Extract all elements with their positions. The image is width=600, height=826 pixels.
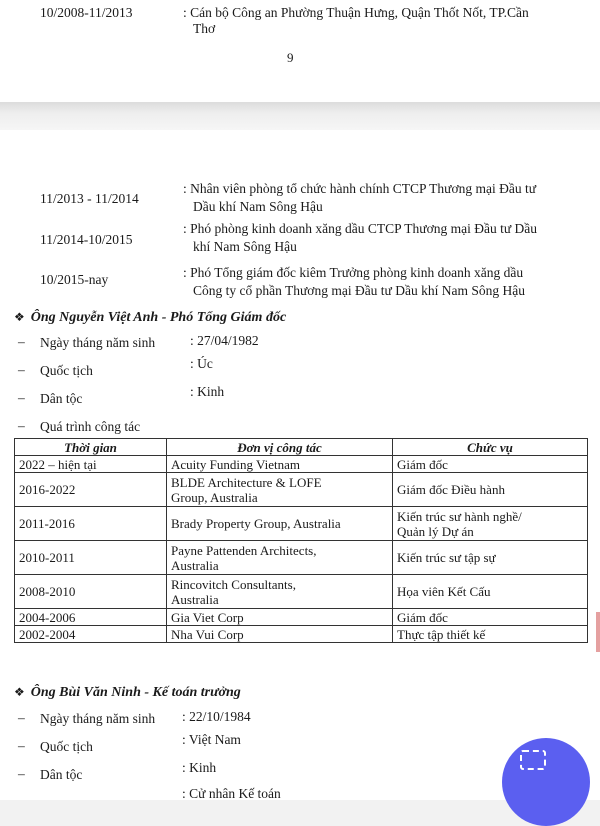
prev-desc-line1: : Cán bộ Công an Phường Thuận Hưng, Quận Thốt Nốt, TP.Cần	[183, 5, 529, 20]
cell-unit	[167, 507, 393, 541]
dash-bullet: –	[18, 334, 25, 349]
dash-bullet: –	[18, 766, 25, 781]
nationality-label: Quốc tịch	[40, 739, 93, 754]
cell-time: 2022 – hiện tại	[15, 456, 167, 473]
edge-mark	[596, 612, 600, 652]
career-table	[14, 438, 588, 643]
scan-fab-button[interactable]	[502, 738, 590, 826]
cell-unit	[167, 626, 393, 643]
diamond-bullet-icon: ❖	[14, 685, 25, 699]
cell-unit	[167, 456, 393, 473]
cell-time: 2011-2016	[15, 507, 167, 541]
career-desc-line1: : Phó Tổng giám đốc kiêm Trưởng phòng kinh doanh xăng dầu	[183, 265, 524, 280]
dash-bullet: –	[18, 418, 25, 433]
dash-bullet: –	[18, 710, 25, 725]
cell-position	[393, 541, 588, 575]
cell-time: 2002-2004	[15, 626, 167, 643]
cell-time: 2016-2022	[15, 473, 167, 507]
cell-position-line: Giám đốc	[397, 456, 448, 472]
cell-position-line: Giám đốc Điều hành	[397, 482, 505, 497]
cell-unit-line: Australia	[171, 557, 219, 573]
table-header-row	[15, 439, 588, 456]
person1-heading-text: Ông Nguyễn Việt Anh - Phó Tổng Giám đốc	[30, 310, 287, 325]
dob-label: Ngày tháng năm sinh	[40, 335, 156, 350]
header-position: Chức vụ	[393, 439, 588, 456]
person1-heading	[14, 309, 286, 326]
dash-bullet: –	[18, 390, 25, 405]
cell-unit-line: Gia Viet Corp	[171, 609, 244, 625]
career-period: 10/2015-nay	[40, 272, 109, 287]
dash-bullet: –	[18, 738, 25, 753]
cell-unit-line: Acuity Funding Vietnam	[171, 456, 300, 472]
dob-value: : 22/10/1984	[182, 709, 251, 724]
cell-unit-line: BLDE Architecture & LOFE	[171, 474, 322, 490]
nationality-value: : Úc	[190, 356, 213, 371]
cell-position-line: Giám đốc	[397, 609, 448, 625]
ethnicity-value: : Kinh	[190, 384, 225, 399]
cell-unit-line: Rincovitch Consultants,	[171, 576, 296, 592]
career-period: 11/2013 - 11/2014	[40, 191, 139, 206]
cell-unit-line: Group, Australia	[171, 489, 258, 505]
screenshot-scan-icon	[520, 750, 546, 770]
cell-position	[393, 456, 588, 473]
career-desc-line2: Dầu khí Nam Sông Hậu	[193, 199, 323, 214]
ethnicity-value: : Kinh	[182, 760, 217, 775]
education-value: : Cử nhân Kế toán	[182, 786, 281, 801]
career-desc-line2: Công ty cổ phần Thương mại Đầu tư Dầu khí Nam Sông Hậu	[193, 283, 525, 298]
table-row	[15, 473, 588, 507]
cell-position-line: Quản lý Dự án	[397, 523, 474, 539]
cell-time: 2004-2006	[15, 609, 167, 626]
cell-unit	[167, 541, 393, 575]
table-row	[15, 541, 588, 575]
header-unit: Đơn vị công tác	[167, 439, 393, 456]
cell-unit-line: Brady Property Group, Australia	[171, 516, 341, 531]
page-number: 9	[287, 50, 294, 65]
cell-position-line: Kiến trúc sư hành nghề/	[397, 508, 522, 524]
cell-position	[393, 626, 588, 643]
dob-value: : 27/04/1982	[190, 333, 259, 348]
diamond-bullet-icon: ❖	[14, 310, 25, 324]
cell-position	[393, 473, 588, 507]
cell-position	[393, 575, 588, 609]
cell-time: 2008-2010	[15, 575, 167, 609]
nationality-value: : Việt Nam	[182, 732, 241, 747]
person2-heading	[14, 684, 241, 701]
table-row	[15, 456, 588, 473]
cell-position	[393, 507, 588, 541]
cell-unit	[167, 609, 393, 626]
cell-unit	[167, 473, 393, 507]
header-time: Thời gian	[15, 439, 167, 456]
cell-position-line: Họa viên Kết Cấu	[397, 584, 491, 599]
table-row	[15, 575, 588, 609]
ethnicity-label: Dân tộc	[40, 767, 83, 782]
cell-unit	[167, 575, 393, 609]
cell-position-line: Kiến trúc sư tập sự	[397, 550, 496, 565]
cell-unit-line: Nha Vui Corp	[171, 626, 244, 642]
career-period: 11/2014-10/2015	[40, 232, 133, 247]
ethnicity-label: Dân tộc	[40, 391, 83, 406]
prev-period: 10/2008-11/2013	[40, 5, 133, 20]
career-desc-line2: khí Nam Sông Hậu	[193, 239, 297, 254]
cell-position-line: Thực tập thiết kế	[397, 626, 486, 642]
table-row	[15, 609, 588, 626]
career-desc-line1: : Nhân viên phòng tổ chức hành chính CTCP Thương mại Đầu tư	[183, 181, 537, 196]
page-separator	[0, 102, 600, 130]
dash-bullet: –	[18, 362, 25, 377]
table-row	[15, 507, 588, 541]
cell-unit-line: Australia	[171, 591, 219, 607]
prev-desc-line2: Thơ	[193, 21, 216, 36]
cell-time: 2010-2011	[15, 541, 167, 575]
table-row	[15, 626, 588, 643]
person2-heading-text: Ông Bùi Văn Ninh - Kế toán trưởng	[30, 685, 241, 700]
cell-position	[393, 609, 588, 626]
dob-label: Ngày tháng năm sinh	[40, 711, 156, 726]
cell-unit-line: Payne Pattenden Architects,	[171, 542, 317, 558]
career-label: Quá trình công tác	[40, 419, 141, 434]
nationality-label: Quốc tịch	[40, 363, 93, 378]
career-desc-line1: : Phó phòng kinh doanh xăng dầu CTCP Thương mại Đầu tư Dầu	[183, 221, 537, 236]
